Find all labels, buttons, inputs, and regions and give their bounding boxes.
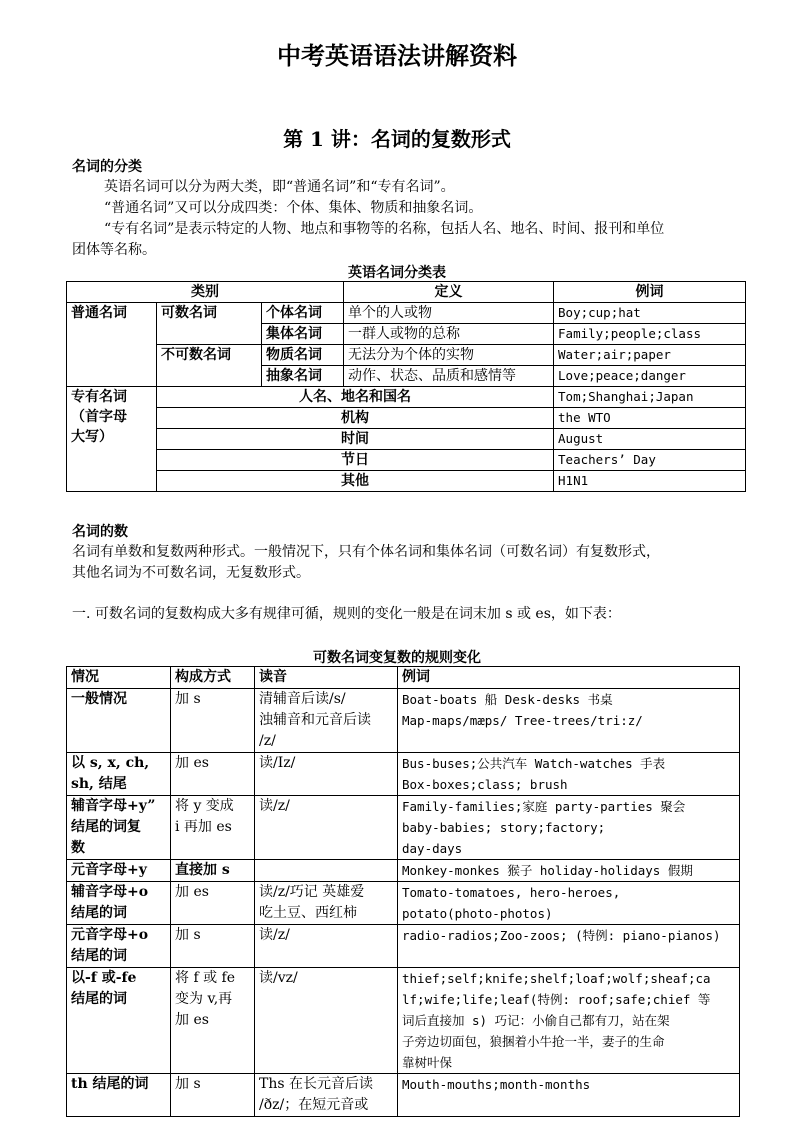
paragraph: 团体等名称。 — [72, 242, 156, 258]
cell-line: baby-babies; story;factory; — [402, 820, 606, 835]
example-cell: August — [554, 429, 746, 450]
header-case: 情况 — [67, 667, 171, 689]
cell-line: Map-maps/mæps/ Tree-trees/tri:z/ — [402, 713, 643, 728]
table-row — [67, 450, 746, 471]
cell-line: th 结尾的词 — [71, 1076, 149, 1092]
case-cell — [67, 860, 171, 882]
example-cell: Family;people;class — [554, 324, 746, 345]
cell-line — [259, 860, 393, 881]
subcategory-cell: 集体名词 — [262, 324, 344, 345]
cell-line: 元音字母+o — [71, 927, 149, 943]
proper-noun-line: （首字母 — [71, 409, 127, 425]
example-cell — [398, 860, 740, 882]
cell-line: /ðz/；在短元音或 — [259, 1097, 369, 1113]
example-cell — [398, 925, 740, 968]
table-row — [67, 968, 740, 1074]
cell-line: 读/vz/ — [259, 970, 298, 986]
cell-line: radio-radios;Zoo-zoos; (特例: piano-pianos) — [402, 928, 721, 943]
proper-definition-cell: 人名、地名和国名 — [157, 387, 554, 408]
common-noun-cell: 普通名词 — [67, 303, 157, 387]
cell-line: 数 — [71, 840, 85, 856]
cell-line: thief;self;knife;shelf;loaf;wolf;sheaf;ca — [402, 971, 711, 986]
cell-line: 结尾的词 — [71, 991, 127, 1007]
cell-line: 吃土豆、西红柿 — [259, 905, 357, 921]
cell-line: Family-families;家庭 party-parties 聚会 — [402, 799, 686, 814]
example-cell — [398, 882, 740, 925]
table-header-row — [67, 282, 746, 303]
definition-cell: 单个的人或物 — [344, 303, 554, 324]
cell-line: 加 es — [175, 755, 209, 771]
example-cell: Boy;cup;hat — [554, 303, 746, 324]
subcategory-cell: 物质名词 — [262, 345, 344, 366]
table-row — [67, 689, 740, 753]
cell-line: 词后直接加 s) 巧记：小偷自己都有刀，站在架 — [402, 1013, 670, 1028]
pronunciation-cell — [255, 860, 398, 882]
case-cell — [67, 689, 171, 753]
header-examples: 例词 — [554, 282, 746, 303]
case-cell — [67, 968, 171, 1074]
uncountable-noun-cell: 不可数名词 — [157, 345, 262, 387]
header-examples: 例词 — [398, 667, 740, 689]
pronunciation-cell — [255, 689, 398, 753]
cell-line: 一般情况 — [71, 691, 127, 707]
plural-rules-table — [66, 666, 740, 1117]
table-row — [67, 387, 746, 408]
header-pronunciation: 读音 — [255, 667, 398, 689]
cell-line: 清辅音后读/s/ — [259, 691, 346, 707]
table-row — [67, 882, 740, 925]
formation-cell — [171, 882, 255, 925]
cell-line: 元音字母+y — [71, 862, 147, 878]
lecture-title: 第 1 讲：名词的复数形式 — [283, 127, 511, 151]
cell-line: Boat-boats 船 Desk-desks 书桌 — [402, 692, 613, 707]
pronunciation-cell — [255, 753, 398, 796]
pronunciation-cell — [255, 968, 398, 1074]
subcategory-cell: 抽象名词 — [262, 366, 344, 387]
cell-line: 加 es — [175, 1012, 209, 1028]
cell-line: 结尾的词复 — [71, 819, 141, 835]
paragraph: 英语名词可以分为两大类，即“普通名词”和“专有名词”。 — [104, 179, 455, 195]
document-title: 中考英语语法讲解资料 — [277, 41, 517, 70]
definition-cell: 动作、状态、品质和感情等 — [344, 366, 554, 387]
proper-definition-cell: 节日 — [157, 450, 554, 471]
subcategory-cell: 个体名词 — [262, 303, 344, 324]
case-cell — [67, 882, 171, 925]
table-row — [67, 860, 740, 882]
cell-line: lf;wife;life;leaf(特例: roof;safe;chief 等 — [402, 992, 711, 1007]
pronunciation-cell — [255, 925, 398, 968]
cell-line: 结尾的词 — [71, 948, 127, 964]
formation-cell — [171, 689, 255, 753]
table-row — [67, 925, 740, 968]
cell-line: 加 s — [175, 1076, 201, 1092]
paragraph: 其他名词为不可数名词，无复数形式。 — [72, 565, 310, 581]
cell-line: sh, 结尾 — [71, 776, 127, 792]
formation-cell — [171, 860, 255, 882]
paragraph: 名词有单数和复数两种形式。一般情况下，只有个体名词和集体名词（可数名词）有复数形式， — [72, 544, 660, 560]
table-caption: 可数名词变复数的规则变化 — [313, 650, 481, 666]
formation-cell — [171, 968, 255, 1074]
proper-noun-line: 专有名词 — [71, 389, 127, 405]
cell-line: day-days — [402, 841, 463, 856]
cell-line: 靠树叶保 — [402, 1055, 453, 1070]
cell-line: 加 s — [175, 691, 201, 707]
example-cell: H1N1 — [554, 471, 746, 492]
case-cell — [67, 925, 171, 968]
case-cell — [67, 1074, 171, 1117]
table-row — [67, 345, 746, 366]
cell-line: Ths 在长元音后读 — [259, 1076, 373, 1092]
table-row — [67, 753, 740, 796]
definition-cell: 一群人或物的总称 — [344, 324, 554, 345]
definition-cell: 无法分为个体的实物 — [344, 345, 554, 366]
pronunciation-cell — [255, 882, 398, 925]
pronunciation-cell — [255, 1074, 398, 1117]
example-cell — [398, 689, 740, 753]
proper-definition-cell: 其他 — [157, 471, 554, 492]
cell-line: 子旁边切面包，狼捆着小牛抢一半，妻子的生命 — [402, 1034, 665, 1049]
formation-cell — [171, 796, 255, 860]
example-cell: Love;peace;danger — [554, 366, 746, 387]
formation-cell — [171, 925, 255, 968]
cell-line: 辅音字母+y” — [71, 798, 156, 814]
header-category: 类别 — [67, 282, 344, 303]
cell-line: 加 es — [175, 884, 209, 900]
formation-cell — [171, 753, 255, 796]
proper-definition-cell: 机构 — [157, 408, 554, 429]
cell-line: 将 y 变成 — [175, 798, 234, 814]
example-cell: Teachers’ Day — [554, 450, 746, 471]
paragraph: “专有名词”是表示特定的人物、地点和事物等的名称，包括人名、地名、时间、报刊和单位 — [104, 221, 665, 237]
cell-line: i 再加 es — [175, 819, 232, 835]
cell-line: Box-boxes;class; brush — [402, 777, 568, 792]
table-row — [67, 796, 740, 860]
cell-line: 将 f 或 fe — [175, 970, 235, 986]
section-heading-noun-classification: 名词的分类 — [72, 159, 142, 175]
cell-line: /z/ — [259, 733, 276, 749]
cell-line: Tomato-tomatoes, hero-heroes, — [402, 885, 621, 900]
cell-line: 读/z/ — [259, 927, 290, 943]
table-caption: 英语名词分类表 — [348, 265, 446, 281]
cell-line: 读/z/ — [259, 798, 290, 814]
example-cell — [398, 753, 740, 796]
case-cell — [67, 753, 171, 796]
table-row — [67, 408, 746, 429]
section-heading-noun-number: 名词的数 — [72, 524, 128, 540]
cell-line: 浊辅音和元音后读 — [259, 712, 371, 728]
cell-line: Bus-buses;公共汽车 Watch-watches 手表 — [402, 756, 666, 771]
table-row — [67, 303, 746, 324]
example-cell: Water;air;paper — [554, 345, 746, 366]
table-header-row — [67, 667, 740, 689]
cell-line: Monkey-monkes 猴子 holiday-holidays 假期 — [402, 863, 693, 878]
example-cell — [398, 1074, 740, 1117]
proper-noun-line: 大写） — [71, 429, 113, 445]
cell-line: 变为 v,再 — [175, 991, 233, 1007]
example-cell — [398, 796, 740, 860]
table-row — [67, 429, 746, 450]
proper-noun-cell — [67, 387, 157, 492]
cell-line: 读/z/巧记 英雄爱 — [259, 884, 365, 900]
cell-line: 以-f 或-fe — [71, 970, 137, 986]
countable-noun-cell: 可数名词 — [157, 303, 262, 345]
formation-cell — [171, 1074, 255, 1117]
header-definition: 定义 — [344, 282, 554, 303]
cell-line: 以 s, x, ch, — [71, 755, 150, 771]
paragraph: “普通名词”又可以分成四类：个体、集体、物质和抽象名词。 — [104, 200, 483, 216]
table-row — [67, 1074, 740, 1117]
case-cell — [67, 796, 171, 860]
example-cell: the WTO — [554, 408, 746, 429]
cell-line: Mouth-mouths;month-months — [402, 1077, 591, 1092]
cell-line: 辅音字母+o — [71, 884, 149, 900]
table-row — [67, 471, 746, 492]
header-formation: 构成方式 — [171, 667, 255, 689]
cell-line: 加 s — [175, 927, 201, 943]
paragraph: 一. 可数名词的复数构成大多有规律可循，规则的变化一般是在词末加 s 或 es，如下表： — [72, 606, 621, 622]
cell-line: 直接加 s — [175, 862, 230, 878]
example-cell: Tom;Shanghai;Japan — [554, 387, 746, 408]
cell-line: 结尾的词 — [71, 905, 127, 921]
pronunciation-cell — [255, 796, 398, 860]
cell-line: 读/Iz/ — [259, 755, 296, 771]
noun-classification-table — [66, 281, 746, 492]
cell-line: potato(photo-photos) — [402, 906, 553, 921]
proper-definition-cell: 时间 — [157, 429, 554, 450]
example-cell — [398, 968, 740, 1074]
